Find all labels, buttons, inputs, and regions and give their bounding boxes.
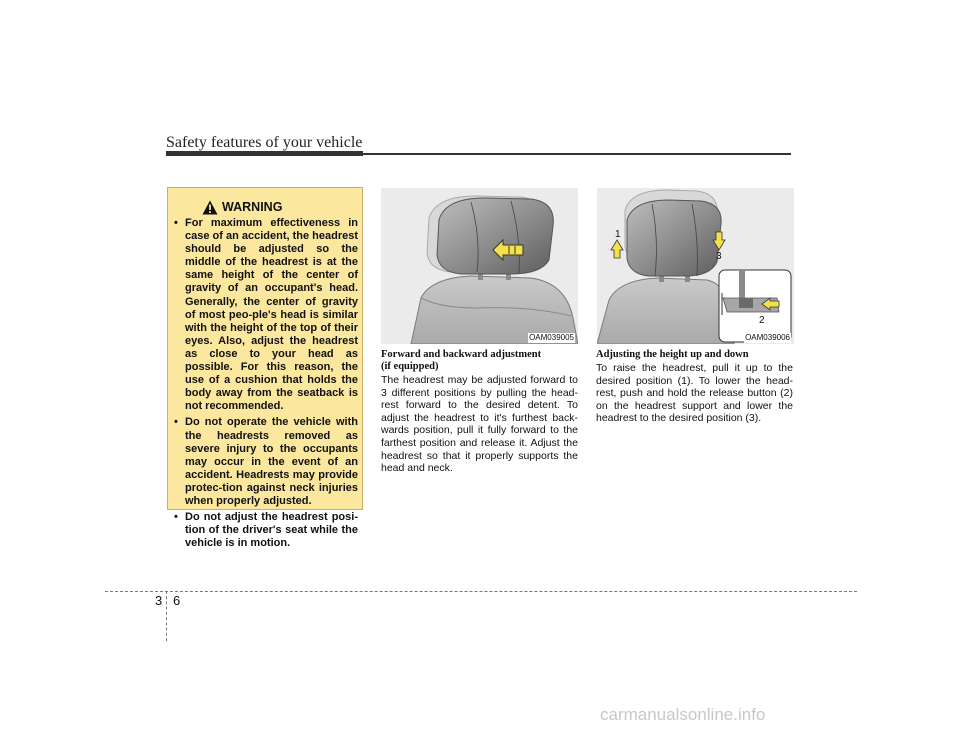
section-body: The headrest may be adjusted forward to 3 different positions by pulling the head-rest forward to the desired detent. To adjust the headrest to it's furthest back-wards position, pull it fully forward to the farthest position and release it. Adjust the headrest so that it properly supports the head and neck. (381, 374, 578, 475)
warning-item: • Do not operate the vehicle with the headrests removed as severe injury to the occupants may occur in the event of an accident. Headrests may provide protec-tion against neck injuries when properly adjusted. (174, 416, 358, 508)
callout-2: 2 (759, 315, 765, 326)
headrest-height-figure (597, 188, 794, 344)
footer-rule (105, 591, 857, 592)
page-header-title: Safety features of your vehicle (166, 134, 363, 151)
header-rule-accent (166, 151, 363, 156)
section-title: Forward and backward adjustment (381, 349, 542, 360)
page-number: 6 (173, 593, 181, 608)
section-title: Adjusting the height up and down (596, 349, 749, 360)
section-forward-backward (381, 349, 578, 475)
warning-item: • Do not adjust the headrest posi-tion of the driver's seat while the vehicle is in motion. (174, 511, 358, 550)
warning-title: WARNING (222, 200, 283, 214)
section-height-adjust (596, 349, 793, 425)
footer-divider (166, 591, 167, 641)
warning-triangle-icon (202, 200, 218, 215)
watermark: carmanualsonline.info (600, 705, 766, 724)
section-body: To raise the headrest, pull it up to the desired position (1). To lower the head-rest, push and hold the release button (2) on the headrest support and lower the headrest to the desired position (3). (596, 362, 793, 425)
section-subtitle: (if equipped) (381, 361, 439, 372)
headrest-forward-figure (381, 188, 578, 344)
warning-box (167, 187, 363, 550)
callout-3: 3 (716, 251, 722, 262)
headrest-forward-illustration (381, 188, 578, 344)
warning-list (174, 217, 358, 553)
figure-code: OAM039005 (529, 333, 574, 342)
figure-code: OAM039006 (745, 333, 790, 342)
warning-item: • For maximum effectiveness in case of an accident, the headrest should be adjusted so the middle of the headrest is at the same height of the center of gravity of an occupant's head. Generally, the center of gravity of most peo-ple's head is similar with the height of the top of their eyes. Also, adjust the headrest as close to your head as possible. For this reason, the use of a cushion that holds the body away from the seatback is not recommended. (174, 217, 358, 413)
chapter-number: 3 (155, 593, 163, 608)
callout-1: 1 (615, 229, 621, 240)
